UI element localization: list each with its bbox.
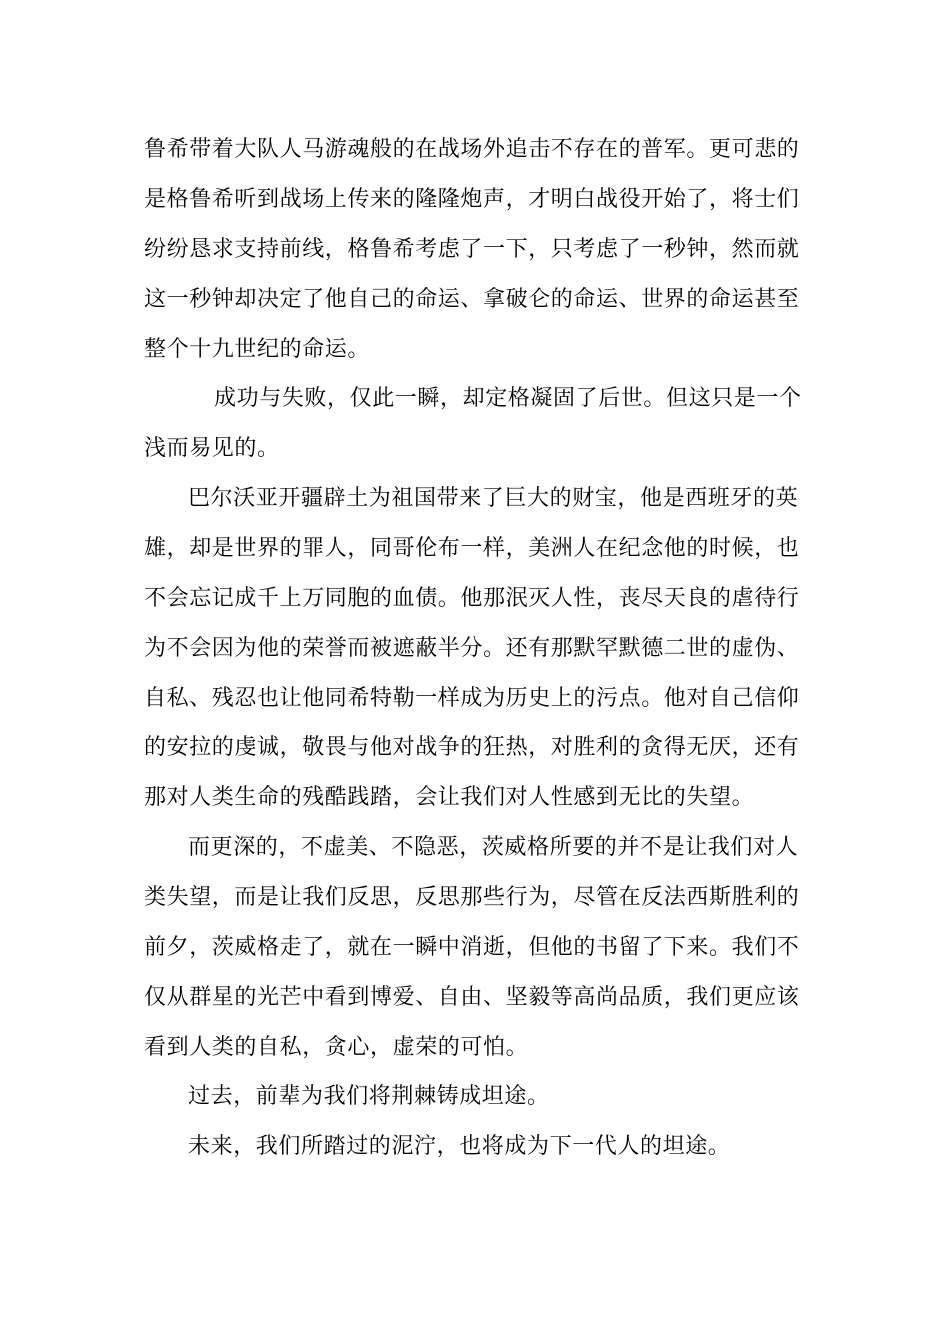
paragraph-first-line: 巴尔沃亚开疆辟土为祖国带来了巨大的财宝，他是西班牙的英 [188,486,799,511]
text-line: 不会忘记成千上万同胞的血债。他那泯灭人性，丧尽天良的虐待行 [144,586,800,611]
text-line: 浅而易见的。 [144,436,280,461]
text-line: 鲁希带着大队人马游魂般的在战场外追击不存在的普军。更可悲的 [144,137,800,162]
text-line: 类失望，而是让我们反思，反思那些行为，尽管在反法西斯胜利的 [144,885,800,910]
text-line: 前夕，茨威格走了，就在一瞬中消逝，但他的书留了下来。我们不 [144,935,800,960]
text-line: 整个十九世纪的命运。 [144,337,371,362]
paragraph-first-line: 成功与失败，仅此一瞬，却定格凝固了后世。但这只是一个 [214,386,802,411]
text-line: 自私、残忍也让他同希特勒一样成为历史上的污点。他对自己信仰 [144,686,800,711]
paragraph-first-line: 过去，前辈为我们将荆棘铸成坦途。 [188,1084,550,1109]
text-line: 为不会因为他的荣誉而被遮蔽半分。还有那默罕默德二世的虚伪、 [144,636,800,661]
text-line: 的安拉的虔诚，敬畏与他对战争的狂热，对胜利的贪得无厌，还有 [144,735,800,760]
paragraph-first-line: 未来，我们所踏过的泥泞，也将成为下一代人的坦途。 [188,1134,731,1159]
text-line: 看到人类的自私，贪心，虚荣的可怕。 [144,1035,529,1060]
paragraph-first-line: 而更深的，不虚美、不隐恶，茨威格所要的并不是让我们对人 [188,835,799,860]
text-line: 这一秒钟却决定了他自己的命运、拿破仑的命运、世界的命运甚至 [144,287,800,312]
text-line: 纷纷恳求支持前线，格鲁希考虑了一下，只考虑了一秒钟，然而就 [144,237,800,262]
text-line: 那对人类生命的残酷践踏，会让我们对人性感到无比的失望。 [144,785,755,810]
text-line: 仅从群星的光芒中看到博爱、自由、坚毅等高尚品质，我们更应该 [144,985,800,1010]
text-line: 雄，却是世界的罪人，同哥伦布一样，美洲人在纪念他的时候，也 [144,536,800,561]
text-line: 是格鲁希听到战场上传来的隆隆炮声，才明白战役开始了，将士们 [144,187,800,212]
